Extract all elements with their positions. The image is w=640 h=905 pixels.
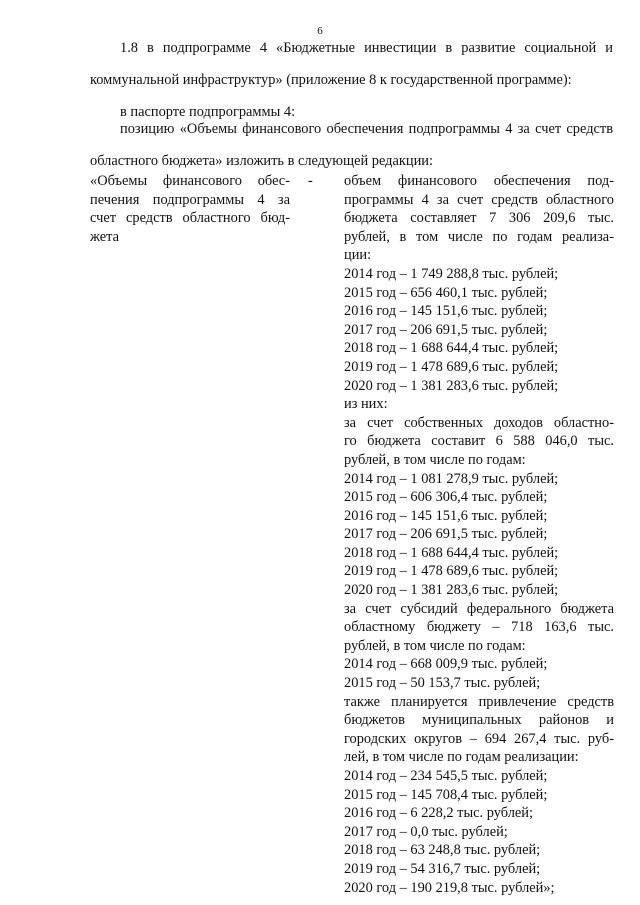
- position-content-line: областному бюджету – 718 163,6 тыс.: [344, 619, 614, 636]
- position-content-line: рублей, в том числе по годам реализа-: [344, 228, 614, 245]
- position-title-line: жета: [90, 228, 119, 245]
- position-content-line: 2015 год – 145 708,4 тыс. рублей;: [344, 786, 548, 803]
- position-content-line: 2014 год – 1 749 288,8 тыс. рублей;: [344, 265, 559, 282]
- position-content-line: 2014 год – 668 009,9 тыс. рублей;: [344, 656, 548, 673]
- position-content-line: 2015 год – 606 306,4 тыс. рублей;: [344, 489, 548, 506]
- position-content-line: рублей, в том числе по годам:: [344, 637, 526, 654]
- position-content-line: объем финансового обеспечения под-: [344, 173, 614, 189]
- position-content-line: 2016 год – 145 151,6 тыс. рублей;: [344, 507, 548, 524]
- position-content-line: 2014 год – 1 081 278,9 тыс. рублей;: [344, 470, 559, 487]
- position-content: [344, 172, 614, 897]
- position-content-line: также планируется привлечение средств: [344, 693, 614, 710]
- position-content-line: 2017 год – 206 691,5 тыс. рублей;: [344, 321, 548, 338]
- position-content-line: 2015 год – 50 153,7 тыс. рублей;: [344, 675, 541, 692]
- position-content-line: 2020 год – 1 381 283,6 тыс. рублей;: [344, 377, 559, 394]
- position-content-line: бюджетов муниципальных районов и: [344, 712, 614, 729]
- position-content-line: программы 4 за счет средств областного: [344, 191, 614, 208]
- position-content-line: рублей, в том числе по годам:: [344, 451, 526, 468]
- position-title-line: «Объемы финансового обес-: [90, 173, 290, 189]
- position-content-line: бюджета составляет 7 306 209,6 тыс.: [344, 210, 614, 227]
- position-content-line: 2015 год – 656 460,1 тыс. рублей;: [344, 284, 548, 301]
- position-content-line: городских округов – 694 267,4 тыс. руб-: [344, 730, 614, 747]
- position-content-line: за счет собственных доходов областно-: [344, 414, 614, 431]
- position-content-line: 2019 год – 1 478 689,6 тыс. рублей;: [344, 358, 559, 375]
- position-content-line: 2018 год – 63 248,8 тыс. рублей;: [344, 842, 541, 859]
- position-content-line: 2020 год – 1 381 283,6 тыс. рублей;: [344, 582, 559, 599]
- paragraph-1-8: 1.8 в подпрограмме 4 «Бюджетные инвестиции в развитие социальной и коммунальной инфраструктур» (приложение 8 к государственной программе):: [90, 40, 613, 88]
- position-content-line: 2019 год – 54 316,7 тыс. рублей;: [344, 860, 541, 877]
- position-content-line: ции:: [344, 247, 372, 264]
- position-content-line: за счет субсидий федерального бюджета: [344, 600, 614, 617]
- position-content-line: 2016 год – 6 228,2 тыс. рублей;: [344, 805, 533, 822]
- position-content-line: 2020 год – 190 219,8 тыс. рублей»;: [344, 879, 555, 896]
- position-title: [90, 172, 290, 246]
- paragraph-position: позицию «Объемы финансового обеспечения подпрограммы 4 за счет средств областного бюджета» изложить в следующей редакции:: [90, 121, 613, 169]
- page-number: 6: [317, 25, 323, 37]
- position-content-line: 2018 год – 1 688 644,4 тыс. рублей;: [344, 544, 559, 561]
- position-content-line: 2017 год – 206 691,5 тыс. рублей;: [344, 526, 548, 543]
- position-title-line: счет средств областного бюд-: [90, 210, 290, 227]
- position-content-line: лей, в том числе по годам реализации:: [344, 749, 579, 766]
- position-content-line: 2018 год – 1 688 644,4 тыс. рублей;: [344, 340, 559, 357]
- position-content-line: 2014 год – 234 545,5 тыс. рублей;: [344, 768, 548, 784]
- position-title-line: печения подпрограммы 4 за: [90, 191, 290, 208]
- position-content-line: 2019 год – 1 478 689,6 тыс. рублей;: [344, 563, 559, 580]
- separator-dash: -: [308, 173, 313, 189]
- position-content-line: из них:: [344, 396, 388, 413]
- position-content-line: 2017 год – 0,0 тыс. рублей;: [344, 823, 508, 840]
- position-content-line: го бюджета составит 6 588 046,0 тыс.: [344, 433, 614, 450]
- paragraph-passport: в паспорте подпрограммы 4:: [120, 104, 296, 120]
- position-content-line: 2016 год – 145 151,6 тыс. рублей;: [344, 303, 548, 320]
